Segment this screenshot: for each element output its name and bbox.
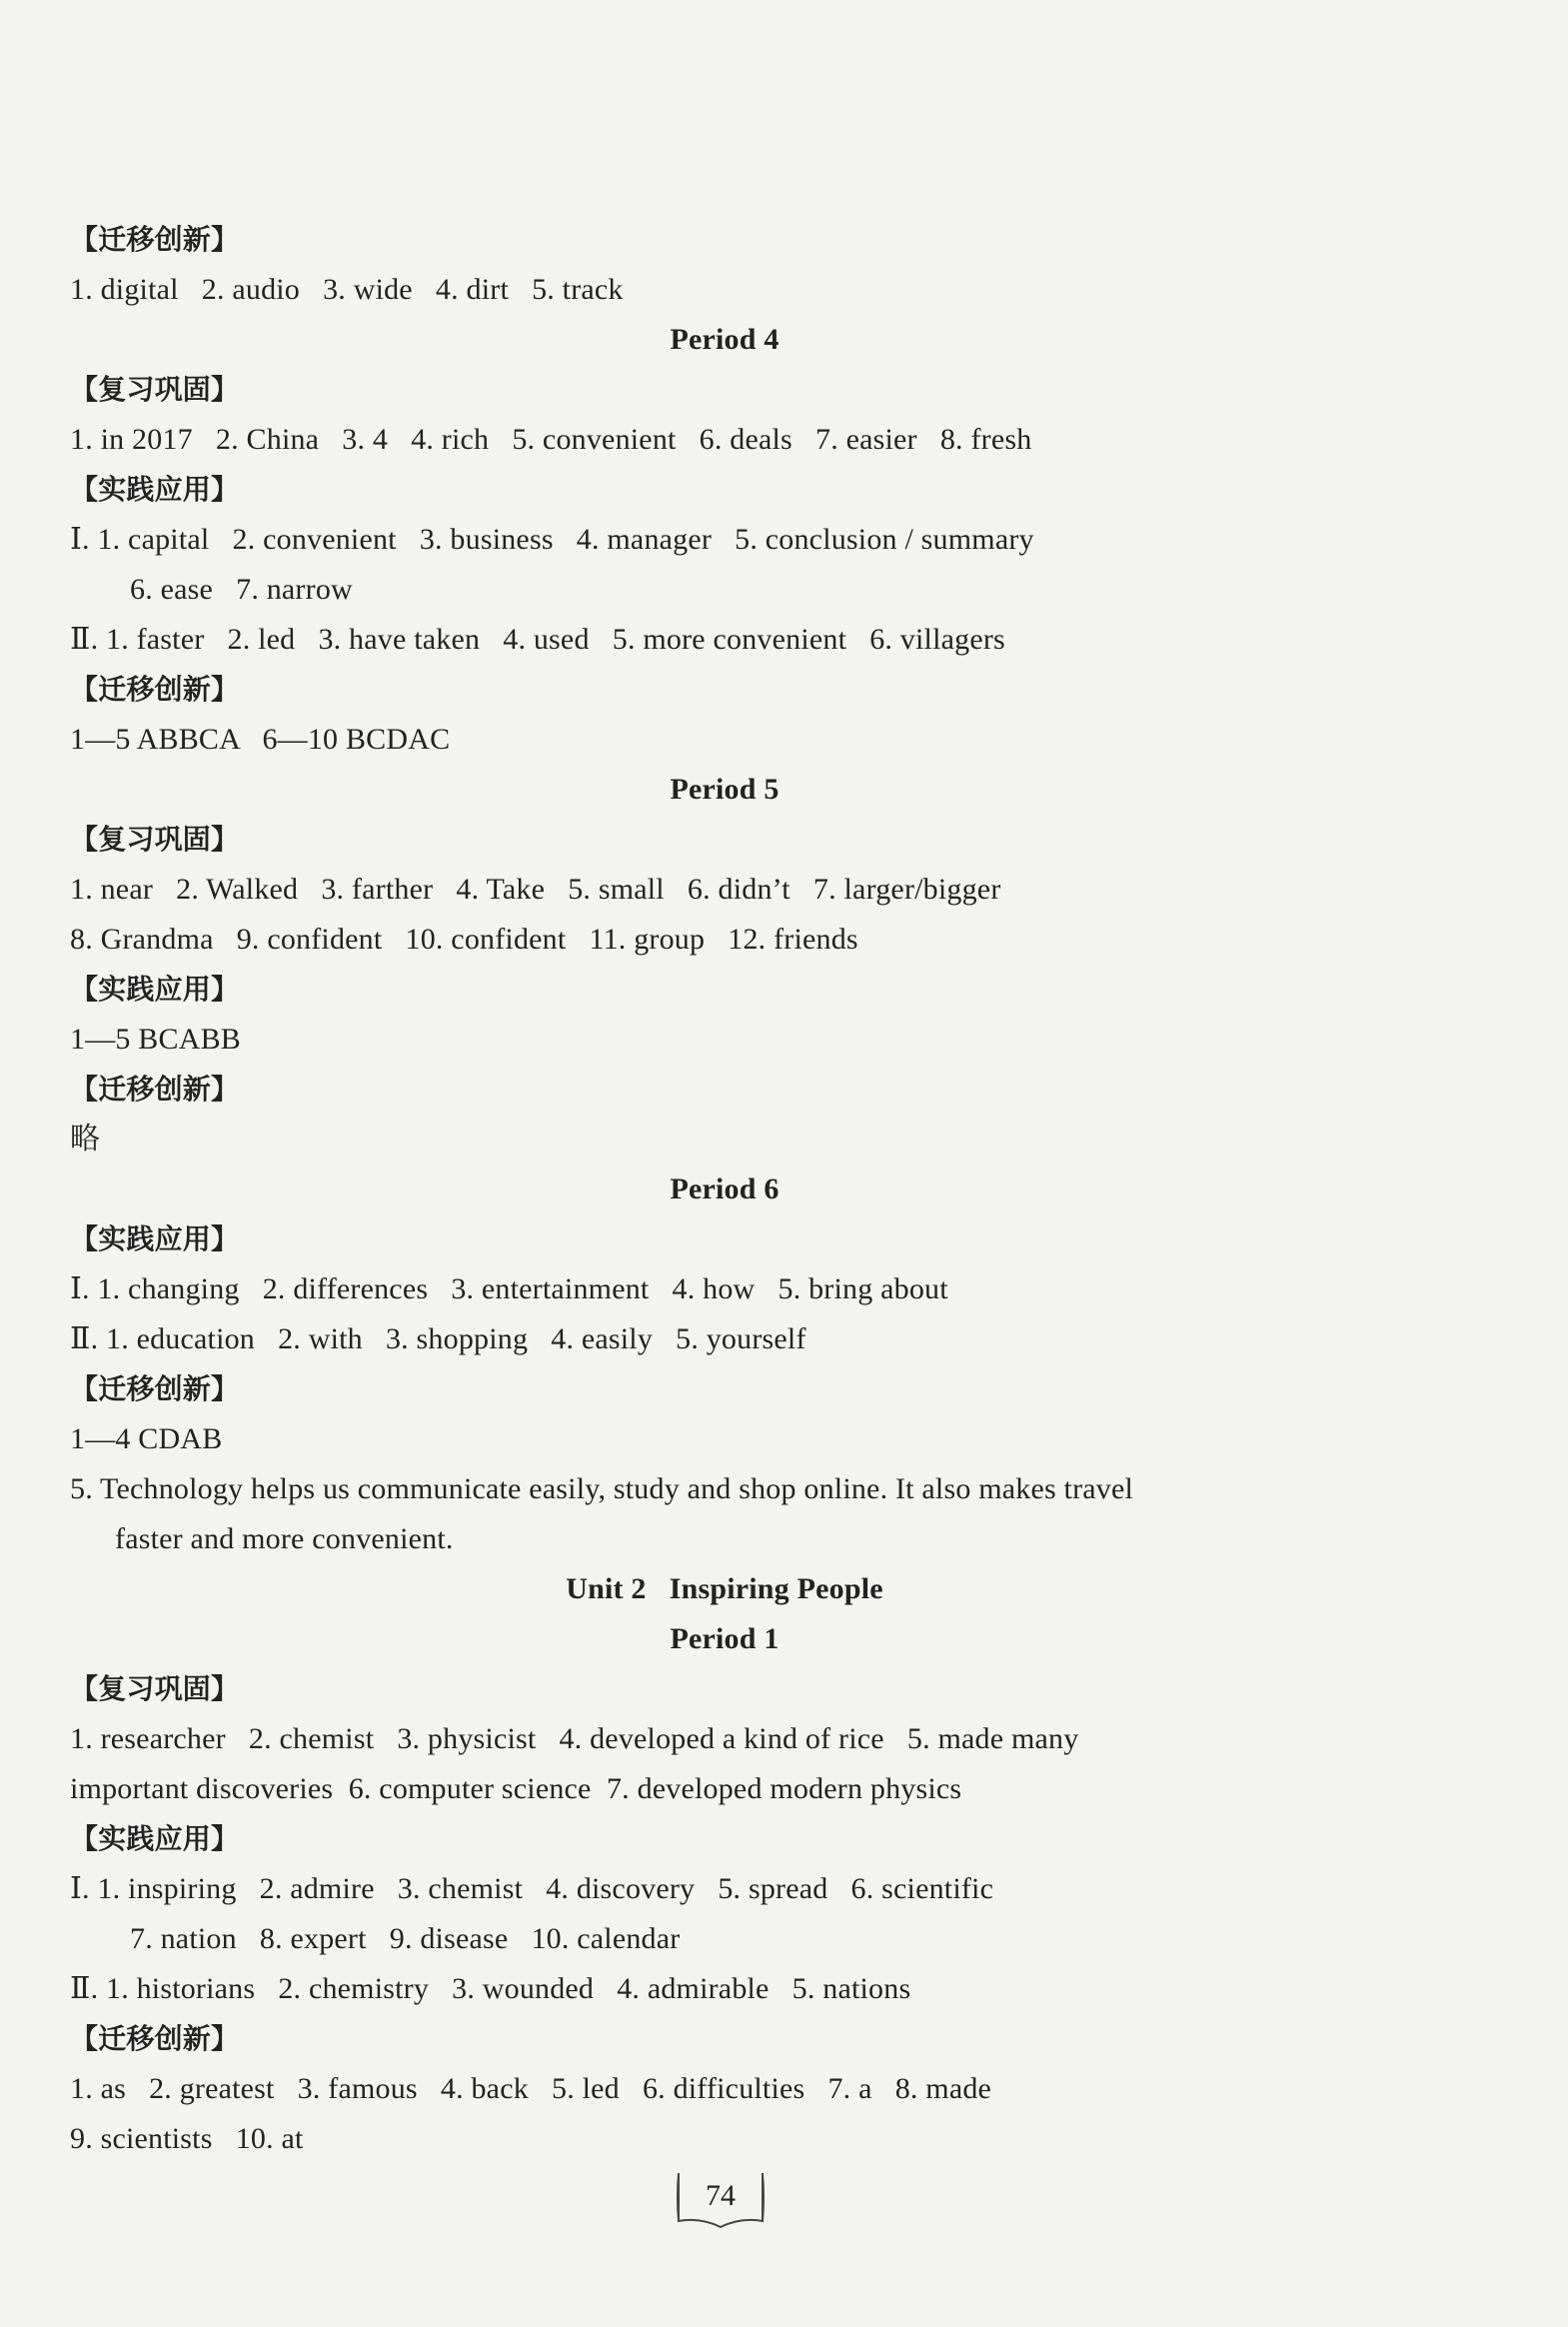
answer-line: Ⅰ. 1. capital 2. convenient 3. business 4. manager 5. conclusion / summary (70, 523, 1034, 556)
answer-line: 略 (70, 1123, 101, 1156)
answer-line: 1. in 2017 2. China 3. 4 4. rich 5. convenient 6. deals 7. easier 8. fresh (70, 423, 1032, 456)
answer-line: Ⅰ. 1. changing 2. differences 3. entertainment 4. how 5. bring about (70, 1272, 948, 1305)
answer-line: Ⅱ. 1. faster 2. led 3. have taken 4. used 5. more convenient 6. villagers (70, 623, 1005, 656)
period-title: Period 1 (670, 1622, 780, 1655)
answer-line: 1. researcher 2. chemist 3. physicist 4. developed a kind of rice 5. made many (70, 1722, 1079, 1755)
answer-line: 8. Grandma 9. confident 10. confident 11. group 12. friends (70, 923, 858, 956)
answer-line: 1. near 2. Walked 3. farther 4. Take 5. small 6. didn’t 7. larger/bigger (70, 873, 1001, 906)
section-heading: 【迁移创新】 (70, 223, 240, 256)
answer-line: 6. ease 7. narrow (130, 573, 353, 606)
page-number: 74 (706, 2179, 736, 2212)
answer-line: 1—4 CDAB (70, 1422, 223, 1455)
answer-line: 5. Technology helps us communicate easily, study and shop online. It also makes travel (70, 1472, 1134, 1505)
answer-line: Ⅱ. 1. historians 2. chemistry 3. wounded 4. admirable 5. nations (70, 1972, 911, 2005)
page-number-badge (675, 2167, 767, 2233)
answer-line: Ⅰ. 1. inspiring 2. admire 3. chemist 4. discovery 5. spread 6. scientific (70, 1872, 994, 1905)
section-heading: 【复习巩固】 (70, 823, 240, 856)
section-heading: 【迁移创新】 (70, 1073, 240, 1106)
period-title: Period 6 (670, 1172, 780, 1205)
answer-line: faster and more convenient. (115, 1522, 454, 1555)
answer-line: 1. digital 2. audio 3. wide 4. dirt 5. track (70, 273, 624, 306)
answer-line: Ⅱ. 1. education 2. with 3. shopping 4. easily 5. yourself (70, 1322, 806, 1355)
section-heading: 【迁移创新】 (70, 673, 240, 706)
section-heading: 【实践应用】 (70, 1222, 240, 1255)
answer-line: 9. scientists 10. at (70, 2122, 304, 2155)
section-heading: 【实践应用】 (70, 473, 240, 506)
section-heading: 【实践应用】 (70, 1822, 240, 1855)
answer-line: important discoveries 6. computer science 7. developed modern physics (70, 1772, 962, 1805)
answer-line: 7. nation 8. expert 9. disease 10. calendar (130, 1922, 681, 1955)
answer-line: 1—5 ABBCA 6—10 BCDAC (70, 723, 451, 756)
section-heading: 【实践应用】 (70, 973, 240, 1006)
answer-line: 1. as 2. greatest 3. famous 4. back 5. led 6. difficulties 7. a 8. made (70, 2072, 992, 2105)
period-title: Unit 2 Inspiring People (566, 1572, 883, 1605)
section-heading: 【迁移创新】 (70, 2022, 240, 2055)
period-title: Period 4 (670, 323, 780, 356)
answer-line: 1—5 BCABB (70, 1023, 242, 1056)
section-heading: 【复习巩固】 (70, 373, 240, 406)
period-title: Period 5 (670, 773, 780, 806)
section-heading: 【迁移创新】 (70, 1372, 240, 1405)
section-heading: 【复习巩固】 (70, 1672, 240, 1705)
